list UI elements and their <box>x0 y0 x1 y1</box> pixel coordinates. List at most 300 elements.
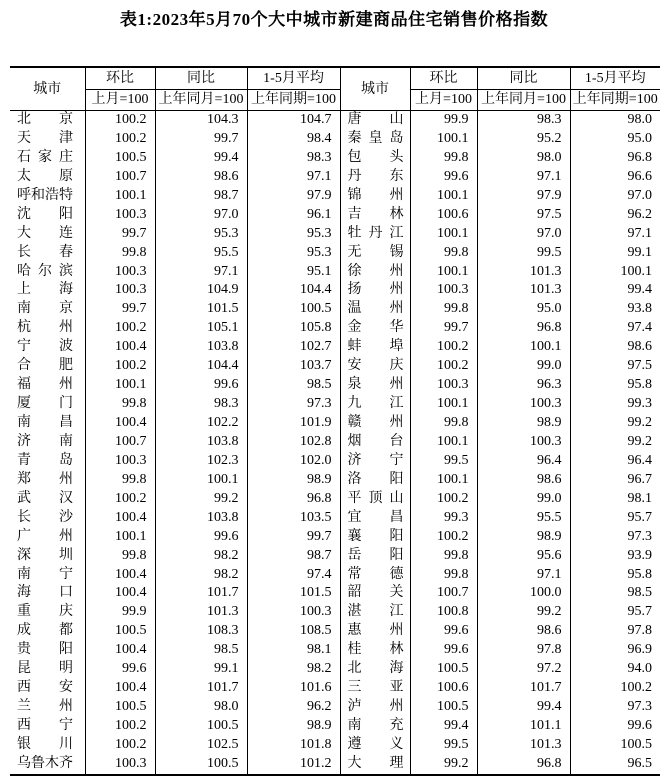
table-row <box>10 660 660 679</box>
yoy-value: 101.7 <box>155 679 247 698</box>
header-row-sub <box>10 90 660 111</box>
avg-value: 97.4 <box>570 319 660 338</box>
header-yoy-base-left: 上年同月=100 <box>155 90 247 111</box>
mom-value: 100.2 <box>410 528 477 547</box>
city-name-cell: 重 庆 <box>17 604 73 620</box>
yoy-value: 96.8 <box>477 755 570 775</box>
yoy-value: 101.1 <box>477 717 570 736</box>
yoy-value: 99.1 <box>155 660 247 679</box>
avg-value: 97.1 <box>247 168 340 187</box>
avg-value: 104.4 <box>247 281 340 300</box>
header-yoy-right: 同比 <box>477 67 570 90</box>
avg-value: 103.7 <box>247 357 340 376</box>
mom-value: 100.3 <box>410 376 477 395</box>
avg-value: 97.3 <box>247 395 340 414</box>
city-name-cell: 武 汉 <box>17 490 73 506</box>
city-name-cell: 哈 尔 滨 <box>17 263 73 279</box>
avg-value: 98.9 <box>247 717 340 736</box>
table-row <box>10 736 660 755</box>
yoy-value: 99.0 <box>477 490 570 509</box>
city-name-cell: 大 连 <box>17 225 73 241</box>
table-row <box>10 206 660 225</box>
city-name-cell: 湛 江 <box>340 603 410 622</box>
header-yoy-base-right: 上年同月=100 <box>477 90 570 111</box>
avg-value: 98.0 <box>570 111 660 130</box>
mom-value: 100.1 <box>85 376 155 395</box>
table-row <box>10 263 660 282</box>
mom-value: 100.1 <box>410 433 477 452</box>
mom-value: 99.8 <box>85 244 155 263</box>
city-name-cell: 兰 州 <box>17 699 73 715</box>
avg-value: 100.3 <box>247 603 340 622</box>
mom-value: 100.2 <box>410 338 477 357</box>
mom-value: 100.5 <box>85 149 155 168</box>
avg-value: 96.1 <box>247 206 340 225</box>
mom-value: 100.4 <box>85 414 155 433</box>
mom-value: 99.8 <box>410 566 477 585</box>
mom-value: 100.4 <box>85 566 155 585</box>
yoy-value: 100.5 <box>155 755 247 775</box>
yoy-value: 97.8 <box>477 641 570 660</box>
city-name-cell: 济 宁 <box>340 452 410 471</box>
avg-value: 96.2 <box>570 206 660 225</box>
avg-value: 98.4 <box>247 130 340 149</box>
yoy-value: 97.1 <box>477 168 570 187</box>
mom-value: 100.2 <box>410 490 477 509</box>
mom-value: 99.8 <box>410 300 477 319</box>
avg-value: 97.8 <box>570 622 660 641</box>
yoy-value: 100.1 <box>155 471 247 490</box>
table-row <box>10 376 660 395</box>
city-name-cell: 济 南 <box>17 433 73 449</box>
city-name-cell: 沈 阳 <box>17 206 73 222</box>
city-name-cell: 赣 州 <box>340 414 410 433</box>
avg-value: 99.4 <box>570 281 660 300</box>
avg-value: 99.1 <box>570 244 660 263</box>
city-name-cell: 福 州 <box>17 377 73 393</box>
yoy-value: 98.9 <box>477 528 570 547</box>
yoy-value: 98.2 <box>155 547 247 566</box>
header-mom-left: 环比 <box>85 67 155 90</box>
city-name-cell: 海 口 <box>17 585 73 601</box>
yoy-value: 99.7 <box>155 130 247 149</box>
city-name-cell: 桂 林 <box>340 641 410 660</box>
avg-value: 100.5 <box>247 300 340 319</box>
city-name-cell: 石 家 庄 <box>17 149 73 165</box>
city-name-cell: 襄 阳 <box>340 528 410 547</box>
yoy-value: 96.4 <box>477 452 570 471</box>
yoy-value: 99.0 <box>477 357 570 376</box>
mom-value: 100.1 <box>410 187 477 206</box>
city-name-cell: 无 锡 <box>340 244 410 263</box>
avg-value: 97.3 <box>570 528 660 547</box>
city-name-cell: 南 昌 <box>17 415 73 430</box>
yoy-value: 95.6 <box>477 547 570 566</box>
avg-value: 101.9 <box>247 414 340 433</box>
yoy-value: 108.3 <box>155 622 247 641</box>
city-name-cell: 锦 州 <box>340 187 410 206</box>
avg-value: 108.5 <box>247 622 340 641</box>
yoy-value: 101.3 <box>477 281 570 300</box>
city-name-cell: 金 华 <box>340 319 410 338</box>
mom-value: 100.7 <box>85 433 155 452</box>
city-name-cell: 南 充 <box>340 717 410 736</box>
table-row <box>10 244 660 263</box>
yoy-value: 97.9 <box>477 187 570 206</box>
mom-value: 99.8 <box>85 547 155 566</box>
mom-value: 99.8 <box>410 149 477 168</box>
avg-value: 97.9 <box>247 187 340 206</box>
avg-value: 99.3 <box>570 395 660 414</box>
table-body <box>10 111 660 775</box>
yoy-value: 104.9 <box>155 281 247 300</box>
table-row <box>10 281 660 300</box>
avg-value: 99.2 <box>570 414 660 433</box>
avg-value: 100.5 <box>570 736 660 755</box>
yoy-value: 100.3 <box>477 395 570 414</box>
mom-value: 100.2 <box>85 357 155 376</box>
mom-value: 100.5 <box>410 698 477 717</box>
avg-value: 95.7 <box>570 509 660 528</box>
table-header <box>10 67 660 111</box>
city-name-cell: 昆 明 <box>17 661 73 677</box>
city-name-cell: 乌 鲁 木 齐 <box>17 755 73 771</box>
city-name-cell: 天 津 <box>17 130 73 146</box>
avg-value: 96.2 <box>247 698 340 717</box>
mom-value: 100.1 <box>410 263 477 282</box>
price-index-table <box>10 66 660 776</box>
city-name-cell: 西 宁 <box>17 718 73 733</box>
avg-value: 98.1 <box>570 490 660 509</box>
yoy-value: 102.2 <box>155 414 247 433</box>
yoy-value: 98.6 <box>477 622 570 641</box>
avg-value: 96.8 <box>570 149 660 168</box>
avg-value: 97.3 <box>570 698 660 717</box>
city-name-cell: 丹 东 <box>340 168 410 187</box>
mom-value: 100.1 <box>85 187 155 206</box>
city-name-cell: 上 海 <box>17 282 73 298</box>
city-name-cell: 常 德 <box>340 566 410 585</box>
yoy-value: 100.3 <box>477 433 570 452</box>
avg-value: 102.8 <box>247 433 340 452</box>
yoy-value: 96.3 <box>477 376 570 395</box>
avg-value: 97.5 <box>570 357 660 376</box>
yoy-value: 101.5 <box>155 300 247 319</box>
yoy-value: 98.5 <box>155 641 247 660</box>
mom-value: 100.1 <box>410 225 477 244</box>
avg-value: 97.1 <box>570 225 660 244</box>
avg-value: 104.7 <box>247 111 340 130</box>
avg-value: 95.3 <box>247 244 340 263</box>
city-name-cell: 吉 林 <box>340 206 410 225</box>
avg-value: 93.9 <box>570 547 660 566</box>
table-row <box>10 300 660 319</box>
mom-value: 100.7 <box>410 584 477 603</box>
header-mom-right: 环比 <box>410 67 477 90</box>
mom-value: 99.6 <box>410 641 477 660</box>
avg-value: 93.8 <box>570 300 660 319</box>
city-name-cell: 惠 州 <box>340 622 410 641</box>
yoy-value: 95.0 <box>477 300 570 319</box>
mom-value: 99.6 <box>410 168 477 187</box>
yoy-value: 100.0 <box>477 584 570 603</box>
mom-value: 99.8 <box>410 244 477 263</box>
table-row <box>10 357 660 376</box>
table-row <box>10 111 660 130</box>
city-name-cell: 长 春 <box>17 244 73 260</box>
avg-value: 95.3 <box>247 225 340 244</box>
yoy-value: 102.5 <box>155 736 247 755</box>
avg-value: 95.7 <box>570 603 660 622</box>
yoy-value: 99.6 <box>155 376 247 395</box>
avg-value: 96.7 <box>570 471 660 490</box>
mom-value: 100.2 <box>85 717 155 736</box>
avg-value: 100.2 <box>570 679 660 698</box>
yoy-value: 98.7 <box>155 187 247 206</box>
avg-value: 102.7 <box>247 338 340 357</box>
table-row <box>10 509 660 528</box>
mom-value: 100.2 <box>85 736 155 755</box>
yoy-value: 98.0 <box>155 698 247 717</box>
city-name-cell: 太 原 <box>17 168 73 184</box>
yoy-value: 98.6 <box>155 168 247 187</box>
mom-value: 100.2 <box>85 490 155 509</box>
yoy-value: 101.3 <box>477 263 570 282</box>
avg-value: 99.6 <box>570 717 660 736</box>
yoy-value: 96.8 <box>477 319 570 338</box>
yoy-value: 98.3 <box>477 111 570 130</box>
avg-value: 98.2 <box>247 660 340 679</box>
yoy-value: 100.5 <box>155 717 247 736</box>
avg-value: 98.6 <box>570 338 660 357</box>
city-name-cell: 安 庆 <box>340 357 410 376</box>
header-avg-base-right: 上年同期=100 <box>570 90 660 111</box>
city-name-cell: 青 岛 <box>17 452 73 468</box>
header-city-right: 城市 <box>340 67 410 111</box>
mom-value: 100.3 <box>85 263 155 282</box>
yoy-value: 105.1 <box>155 319 247 338</box>
yoy-value: 97.0 <box>155 206 247 225</box>
table-row <box>10 547 660 566</box>
mom-value: 100.6 <box>410 679 477 698</box>
avg-value: 101.8 <box>247 736 340 755</box>
table-row <box>10 452 660 471</box>
avg-value: 101.5 <box>247 584 340 603</box>
table-row <box>10 225 660 244</box>
yoy-value: 95.3 <box>155 225 247 244</box>
avg-value: 95.1 <box>247 263 340 282</box>
table-row <box>10 603 660 622</box>
mom-value: 100.3 <box>85 281 155 300</box>
city-name-cell: 银 川 <box>17 736 73 752</box>
city-name-cell: 三 亚 <box>340 679 410 698</box>
table-row <box>10 187 660 206</box>
table-row <box>10 395 660 414</box>
city-name-cell: 泸 州 <box>340 698 410 717</box>
header-avg-right: 1-5月平均 <box>570 67 660 90</box>
table-row <box>10 528 660 547</box>
avg-value: 103.5 <box>247 509 340 528</box>
mom-value: 99.7 <box>410 319 477 338</box>
mom-value: 100.5 <box>85 698 155 717</box>
yoy-value: 97.0 <box>477 225 570 244</box>
city-name-cell: 岳 阳 <box>340 547 410 566</box>
yoy-value: 97.2 <box>477 660 570 679</box>
mom-value: 99.6 <box>85 660 155 679</box>
mom-value: 100.3 <box>410 281 477 300</box>
city-name-cell: 南 宁 <box>17 566 73 582</box>
mom-value: 100.7 <box>85 168 155 187</box>
yoy-value: 104.4 <box>155 357 247 376</box>
yoy-value: 99.5 <box>477 244 570 263</box>
yoy-value: 101.3 <box>155 603 247 622</box>
mom-value: 100.6 <box>410 206 477 225</box>
yoy-value: 95.2 <box>477 130 570 149</box>
yoy-value: 100.1 <box>477 338 570 357</box>
mom-value: 100.1 <box>85 528 155 547</box>
mom-value: 100.5 <box>85 622 155 641</box>
city-name-cell: 贵 阳 <box>17 642 73 658</box>
avg-value: 102.0 <box>247 452 340 471</box>
city-name-cell: 洛 阳 <box>340 471 410 490</box>
avg-value: 96.6 <box>570 168 660 187</box>
avg-value: 101.2 <box>247 755 340 775</box>
city-name-cell: 郑 州 <box>17 471 73 487</box>
avg-value: 99.7 <box>247 528 340 547</box>
table-row <box>10 414 660 433</box>
avg-value: 98.7 <box>247 547 340 566</box>
mom-value: 100.1 <box>410 395 477 414</box>
table-row <box>10 755 660 775</box>
yoy-value: 99.4 <box>155 149 247 168</box>
table-row <box>10 717 660 736</box>
city-name-cell: 宁 波 <box>17 339 73 355</box>
header-mom-base-right: 上月=100 <box>410 90 477 111</box>
table-row <box>10 168 660 187</box>
yoy-value: 99.2 <box>155 490 247 509</box>
yoy-value: 97.5 <box>477 206 570 225</box>
table-row <box>10 622 660 641</box>
yoy-value: 101.7 <box>477 679 570 698</box>
city-name-cell: 蚌 埠 <box>340 338 410 357</box>
mom-value: 100.2 <box>85 111 155 130</box>
mom-value: 100.4 <box>85 338 155 357</box>
table-title: 表1:2023年5月70个大中城市新建商品住宅销售价格指数 <box>119 10 549 29</box>
city-name-cell: 厦 门 <box>17 396 73 412</box>
avg-value: 98.3 <box>247 149 340 168</box>
avg-value: 96.4 <box>570 452 660 471</box>
table-row <box>10 641 660 660</box>
mom-value: 99.5 <box>410 736 477 755</box>
mom-value: 100.4 <box>85 679 155 698</box>
yoy-value: 103.8 <box>155 433 247 452</box>
avg-value: 97.4 <box>247 566 340 585</box>
city-name-cell: 合 肥 <box>17 358 73 374</box>
yoy-value: 103.8 <box>155 509 247 528</box>
yoy-value: 97.1 <box>155 263 247 282</box>
header-city-left: 城市 <box>10 67 85 111</box>
mom-value: 100.4 <box>85 641 155 660</box>
avg-value: 101.6 <box>247 679 340 698</box>
yoy-value: 97.1 <box>477 566 570 585</box>
table-row <box>10 319 660 338</box>
city-name-cell: 扬 州 <box>340 281 410 300</box>
mom-value: 99.9 <box>410 111 477 130</box>
city-name-cell: 成 都 <box>17 623 73 639</box>
yoy-value: 101.3 <box>477 736 570 755</box>
city-name-cell: 宜 昌 <box>340 509 410 528</box>
yoy-value: 102.3 <box>155 452 247 471</box>
city-name-cell: 广 州 <box>17 528 73 544</box>
mom-value: 100.2 <box>85 319 155 338</box>
yoy-value: 99.2 <box>477 603 570 622</box>
mom-value: 99.7 <box>85 300 155 319</box>
city-name-cell: 北 京 <box>17 112 73 127</box>
table-row <box>10 566 660 585</box>
mom-value: 100.4 <box>85 509 155 528</box>
city-name-cell: 秦 皇 岛 <box>340 130 410 149</box>
table-row <box>10 471 660 490</box>
yoy-value: 95.5 <box>477 509 570 528</box>
header-avg-left: 1-5月平均 <box>247 67 340 90</box>
header-mom-base-left: 上月=100 <box>85 90 155 111</box>
city-name-cell: 包 头 <box>340 149 410 168</box>
city-name-cell: 深 圳 <box>17 547 73 563</box>
mom-value: 100.3 <box>85 452 155 471</box>
mom-value: 99.8 <box>85 395 155 414</box>
mom-value: 99.8 <box>410 414 477 433</box>
yoy-value: 103.8 <box>155 338 247 357</box>
avg-value: 97.0 <box>570 187 660 206</box>
table-row <box>10 149 660 168</box>
mom-value: 99.8 <box>85 471 155 490</box>
table-row <box>10 338 660 357</box>
city-name-cell: 徐 州 <box>340 263 410 282</box>
mom-value: 100.5 <box>410 660 477 679</box>
mom-value: 99.8 <box>410 547 477 566</box>
city-name-cell: 西 安 <box>17 680 73 696</box>
avg-value: 96.5 <box>570 755 660 775</box>
yoy-value: 99.4 <box>477 698 570 717</box>
avg-value: 95.8 <box>570 566 660 585</box>
city-name-cell: 呼 和 浩 特 <box>17 187 73 203</box>
avg-value: 95.0 <box>570 130 660 149</box>
avg-value: 96.9 <box>570 641 660 660</box>
mom-value: 99.5 <box>410 452 477 471</box>
yoy-value: 98.6 <box>477 471 570 490</box>
city-name-cell: 韶 关 <box>340 584 410 603</box>
avg-value: 98.5 <box>247 376 340 395</box>
mom-value: 99.9 <box>85 603 155 622</box>
table-row <box>10 130 660 149</box>
avg-value: 100.1 <box>570 263 660 282</box>
mom-value: 100.1 <box>410 130 477 149</box>
mom-value: 99.4 <box>410 717 477 736</box>
city-name-cell: 长 沙 <box>17 509 73 525</box>
avg-value: 94.0 <box>570 660 660 679</box>
city-name-cell: 九 江 <box>340 395 410 414</box>
avg-value: 99.2 <box>570 433 660 452</box>
city-name-cell: 泉 州 <box>340 376 410 395</box>
header-avg-base-left: 上年同期=100 <box>247 90 340 111</box>
mom-value: 100.3 <box>85 206 155 225</box>
yoy-value: 98.9 <box>477 414 570 433</box>
city-name-cell: 遵 义 <box>340 736 410 755</box>
table-row <box>10 433 660 452</box>
mom-value: 99.3 <box>410 509 477 528</box>
avg-value: 98.1 <box>247 641 340 660</box>
mom-value: 99.2 <box>410 755 477 775</box>
